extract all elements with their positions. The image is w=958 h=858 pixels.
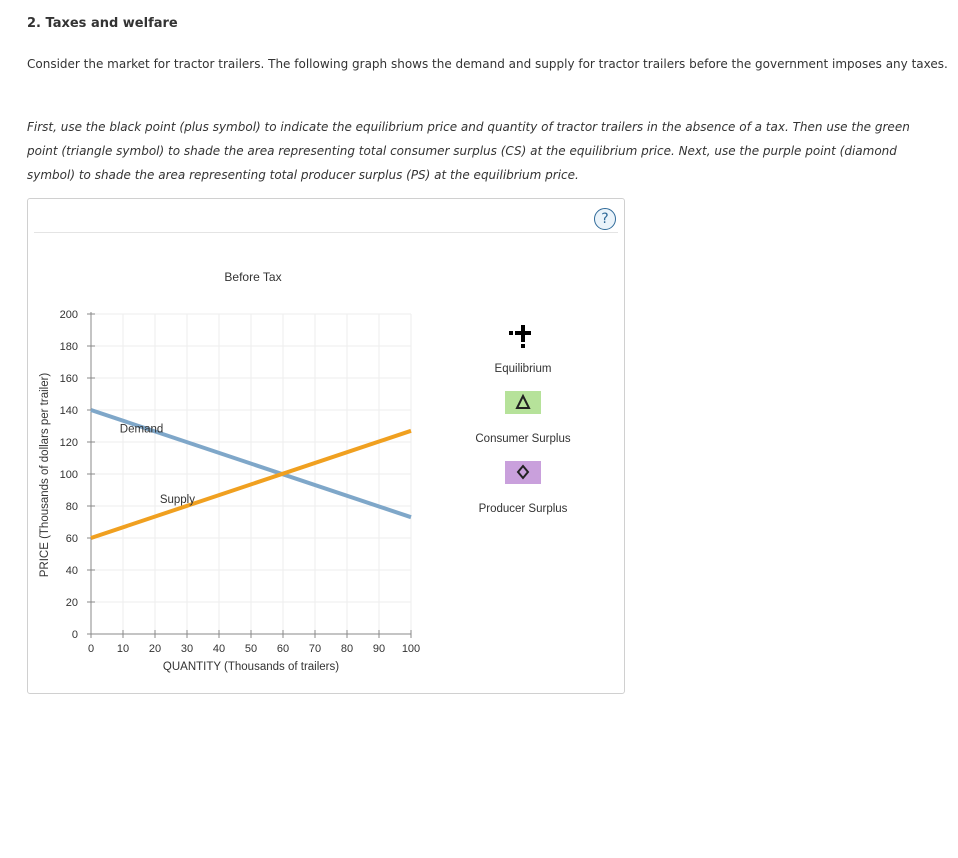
plus-icon[interactable] bbox=[509, 325, 531, 348]
x-axis-label: QUANTITY (Thousands of trailers) bbox=[162, 661, 340, 673]
x-tick-label: 60 bbox=[276, 643, 290, 655]
chart-svg[interactable] bbox=[28, 199, 624, 693]
y-tick-label: 40 bbox=[65, 565, 78, 577]
consumer-surplus-tool[interactable] bbox=[475, 391, 570, 445]
y-tick-label: 20 bbox=[65, 597, 78, 609]
x-tick-label: 50 bbox=[244, 643, 258, 655]
instructions-text: First, use the black point (plus symbol) to indicate the equilibrium price and quantity of tractor trailers in the absence of a tax. Then use the green point (triangle symbol) to shade the area representing total consumer surplus (CS) at the equilibrium price. Next, use the purple point (diamond symbol) to shade the area representing total producer surplus (PS) at the equilibrium price. bbox=[27, 120, 910, 182]
y-tick-label: 120 bbox=[59, 437, 78, 449]
equilibrium-tool[interactable] bbox=[495, 325, 552, 375]
equilibrium-label: Equilibrium bbox=[494, 363, 552, 375]
series-label-demand: Demand bbox=[119, 423, 164, 436]
chart-grid bbox=[91, 314, 411, 634]
y-tick-label: 60 bbox=[65, 533, 78, 545]
consumer-surplus-label: Consumer Surplus bbox=[475, 433, 571, 445]
chart-title: Before Tax bbox=[224, 270, 282, 284]
graph-panel bbox=[27, 198, 625, 694]
x-tick-label: 20 bbox=[148, 643, 162, 655]
y-tick-label: 140 bbox=[59, 405, 78, 417]
chart-series-labels bbox=[120, 423, 195, 505]
producer-surplus-label: Producer Surplus bbox=[478, 503, 568, 515]
chart-ticks bbox=[60, 309, 421, 655]
series-label-supply: Supply bbox=[159, 493, 195, 506]
help-icon[interactable]: ? bbox=[594, 208, 616, 230]
producer-surplus-tool[interactable] bbox=[479, 461, 568, 515]
y-axis-label: PRICE (Thousands of dollars per trailer) bbox=[39, 372, 51, 578]
x-tick-label: 40 bbox=[212, 643, 226, 655]
y-tick-label: 160 bbox=[59, 373, 78, 385]
x-tick-label: 100 bbox=[401, 643, 421, 655]
x-tick-label: 80 bbox=[340, 643, 354, 655]
intro-text: Consider the market for tractor trailers. The following graph shows the demand and supply for tractor trailers before the government imposes any taxes. bbox=[27, 57, 948, 71]
y-tick-label: 200 bbox=[59, 309, 78, 321]
y-tick-label: 0 bbox=[71, 629, 78, 641]
y-tick-label: 100 bbox=[59, 469, 78, 481]
x-tick-label: 70 bbox=[308, 643, 322, 655]
x-tick-label: 90 bbox=[372, 643, 386, 655]
x-tick-label: 10 bbox=[116, 643, 130, 655]
y-tick-label: 180 bbox=[59, 341, 78, 353]
x-tick-label: 0 bbox=[87, 643, 95, 655]
y-tick-label: 80 bbox=[65, 501, 78, 513]
section-heading: 2. Taxes and welfare bbox=[27, 16, 178, 31]
x-tick-label: 30 bbox=[180, 643, 194, 655]
